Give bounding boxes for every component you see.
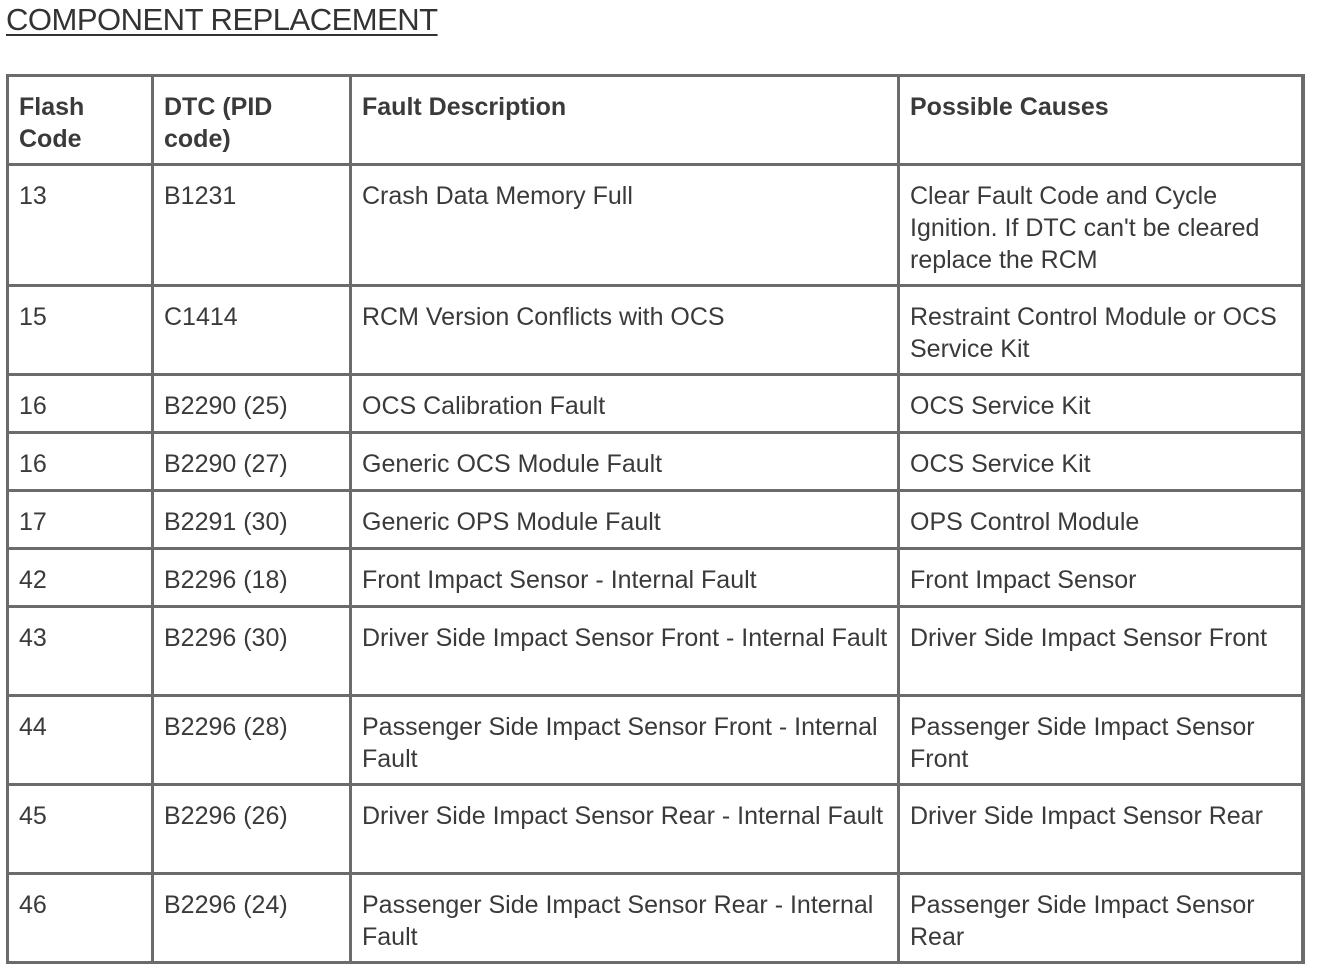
table-row	[9, 166, 1301, 287]
cell-flash-code: 16	[9, 434, 154, 492]
cell-fault-description: Crash Data Memory Full	[352, 166, 900, 287]
cell-flash-code: 17	[9, 492, 154, 550]
table-row	[9, 875, 1301, 961]
cell-dtc: B2296 (24)	[154, 875, 352, 961]
cell-possible-causes: Front Impact Sensor	[900, 550, 1301, 608]
cell-dtc: B2290 (27)	[154, 434, 352, 492]
cell-possible-causes: Driver Side Impact Sensor Front	[900, 608, 1301, 697]
cell-fault-description: Passenger Side Impact Sensor Rear - Internal Fault	[352, 875, 900, 961]
cell-dtc: B2291 (30)	[154, 492, 352, 550]
table-row	[9, 697, 1301, 786]
cell-dtc: B1231	[154, 166, 352, 287]
table-body	[9, 166, 1301, 961]
table-header	[9, 77, 1301, 166]
table-row	[9, 376, 1301, 434]
table-row	[9, 434, 1301, 492]
cell-fault-description: OCS Calibration Fault	[352, 376, 900, 434]
cell-flash-code: 43	[9, 608, 154, 697]
cell-fault-description: Generic OPS Module Fault	[352, 492, 900, 550]
cell-fault-description: Generic OCS Module Fault	[352, 434, 900, 492]
page-title: COMPONENT REPLACEMENT	[6, 2, 438, 37]
cell-flash-code: 15	[9, 287, 154, 376]
cell-dtc: B2290 (25)	[154, 376, 352, 434]
cell-fault-description: Passenger Side Impact Sensor Front - Internal Fault	[352, 697, 900, 786]
header-row	[9, 77, 1301, 166]
header-dtc-pid-code: DTC (PID code)	[154, 77, 352, 166]
cell-flash-code: 16	[9, 376, 154, 434]
cell-fault-description: RCM Version Conflicts with OCS	[352, 287, 900, 376]
cell-possible-causes: OCS Service Kit	[900, 376, 1301, 434]
cell-dtc: B2296 (28)	[154, 697, 352, 786]
table-row	[9, 608, 1301, 697]
header-possible-causes: Possible Causes	[900, 77, 1301, 166]
cell-flash-code: 45	[9, 786, 154, 875]
cell-possible-causes: Passenger Side Impact Sensor Rear	[910, 891, 1255, 951]
cell-flash-code: 44	[9, 697, 154, 786]
cell-dtc: B2296 (30)	[154, 608, 352, 697]
table-row	[9, 492, 1301, 550]
cell-possible-causes: Driver Side Impact Sensor Rear	[900, 786, 1301, 875]
cell-possible-causes: Restraint Control Module or OCS Service Kit	[900, 287, 1301, 376]
component-replacement-table-container	[6, 74, 1305, 964]
cell-fault-description: Driver Side Impact Sensor Rear - Internal Fault	[352, 786, 900, 875]
cell-flash-code: 46	[9, 875, 154, 961]
cell-dtc: B2296 (26)	[154, 786, 352, 875]
table-row	[9, 287, 1301, 376]
component-replacement-table	[6, 74, 1305, 964]
cell-possible-causes: OPS Control Module	[900, 492, 1301, 550]
cell-possible-causes: Passenger Side Impact Sensor Front	[900, 697, 1301, 786]
cell-dtc: C1414	[154, 287, 352, 376]
cell-possible-causes: OCS Service Kit	[900, 434, 1301, 492]
table-row	[9, 550, 1301, 608]
cell-possible-causes: Clear Fault Code and Cycle Ignition. If DTC can't be cleared replace the RCM	[900, 166, 1301, 287]
cell-dtc: B2296 (18)	[154, 550, 352, 608]
cell-flash-code: 13	[9, 166, 154, 287]
cell-fault-description: Front Impact Sensor - Internal Fault	[352, 550, 900, 608]
header-flash-code: Flash Code	[9, 77, 154, 166]
header-fault-description: Fault Description	[352, 77, 900, 166]
cell-flash-code: 42	[9, 550, 154, 608]
cell-fault-description: Driver Side Impact Sensor Front - Internal Fault	[352, 608, 900, 697]
table-row	[9, 786, 1301, 875]
